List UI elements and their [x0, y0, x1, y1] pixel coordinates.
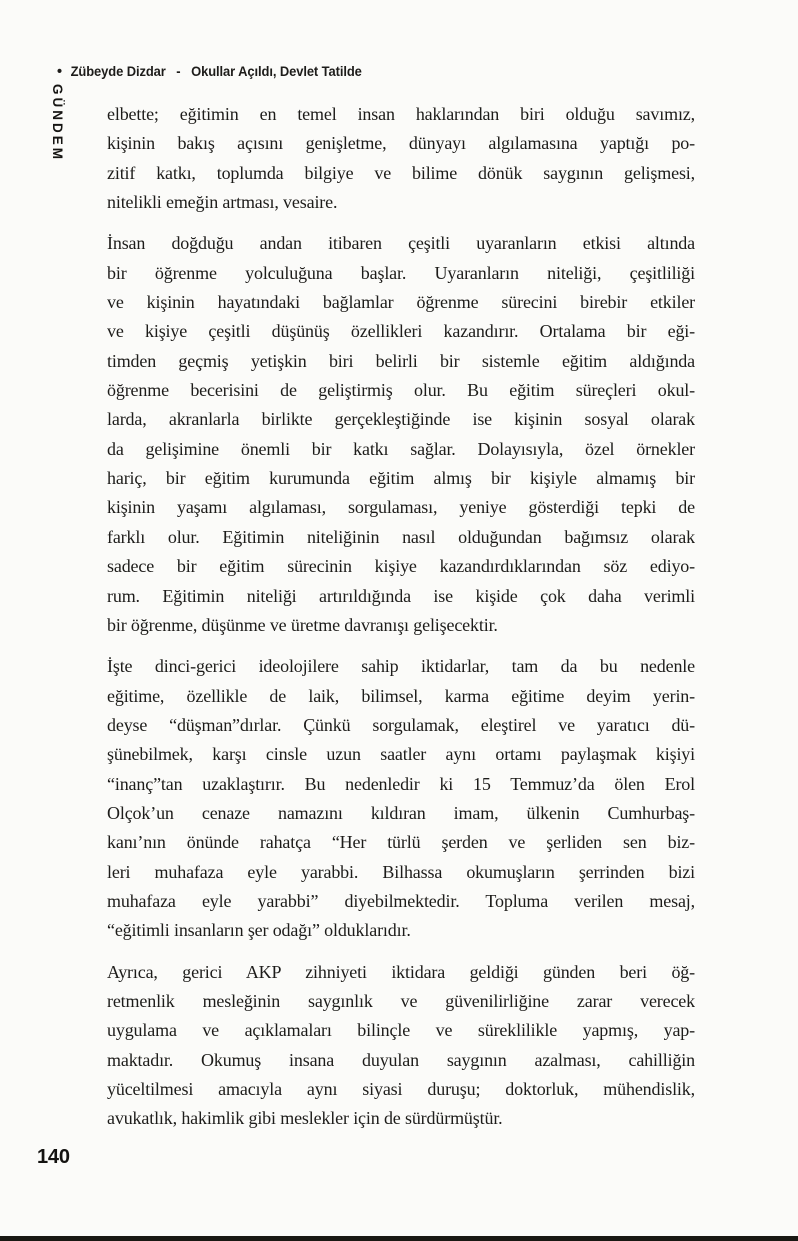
body-paragraphs: [107, 100, 695, 1134]
text-line: ve kişiye çeşitli düşünüş özellikleri kazandırır. Ortalama bir eği-: [107, 321, 695, 342]
text-line: elbette; eğitimin en temel insan haklarından biri olduğu savımız,: [107, 104, 695, 124]
text-line: hariç, bir eğitim kurumunda eğitim almış bir kişiyle almamış bir: [107, 468, 695, 489]
paragraph: [107, 100, 695, 217]
page-bottom-edge: [0, 1236, 798, 1241]
chapter-title: Okullar Açıldı, Devlet Tatilde: [191, 64, 362, 79]
paragraph: [107, 652, 695, 945]
text-line: zitif katkı, toplumda bilgiye ve bilime dönük saygının gelişmesi,: [107, 162, 695, 183]
running-header: [57, 64, 362, 79]
header-separator: -: [176, 64, 181, 79]
text-line: da gelişimine önemli bir katkı sağlar. Dolayısıyla, özel örnekler: [107, 438, 695, 459]
author-name: Zübeyde Dizdar: [70, 64, 166, 79]
text-line: bir öğrenme yolculuğuna başlar. Uyaranların niteliği, çeşitliliği: [107, 262, 695, 283]
text-line: uygulama ve açıklamaları bilinçle ve süreklilikle yapmış, yap-: [107, 1020, 695, 1041]
text-line: eğitime, özellikle de laik, bilimsel, karma eğitime deyim yerin-: [107, 685, 695, 706]
page-number: 140: [37, 1146, 70, 1168]
text-line: avukatlık, hakimlik gibi meslekler için de sürdürmüştür.: [107, 1108, 503, 1129]
text-line: muhafaza eyle yarabbi” diyebilmektedir. Topluma verilen mesaj,: [107, 890, 695, 911]
text-line: larda, akranlarla birlikte gerçekleştiğinde ise kişinin sosyal olarak: [107, 409, 695, 430]
text-line: timden geçmiş yetişkin biri belirli bir sistemle eğitim aldığında: [107, 350, 695, 371]
text-line: İşte dinci-gerici ideolojilere sahip iktidarlar, tam da bu nedenle: [107, 656, 695, 677]
section-label-vertical: GÜNDEM: [50, 84, 65, 162]
paragraph: [107, 958, 695, 1134]
text-line: öğrenme becerisini de geliştirmiş olur. Bu eğitim süreçleri okul-: [107, 380, 695, 401]
text-line: maktadır. Okumuş insana duyulan saygının azalması, cahilliğin: [107, 1049, 695, 1070]
text-line: Olçok’un cenaze namazını kıldıran imam, ülkenin Cumhurbaş-: [107, 802, 695, 823]
text-line: “eğitimli insanların şer odağı” olduklarıdır.: [107, 920, 411, 941]
paragraph: [107, 229, 695, 640]
text-line: şünebilmek, karşı cinsle uzun saatler aynı ortamı paylaşmak kişiyi: [107, 744, 695, 765]
text-line: kişinin yaşamı algılaması, sorgulaması, yeniye gösterdiği tepki de: [107, 497, 695, 518]
text-line: “inanç”tan uzaklaştırır. Bu nedenledir ki 15 Temmuz’da ölen Erol: [107, 773, 695, 794]
text-line: Ayrıca, gerici AKP zihniyeti iktidara geldiği günden beri öğ-: [107, 961, 695, 982]
text-line: nitelikli emeğin artması, vesaire.: [107, 192, 338, 213]
text-line: İnsan doğduğu andan itibaren çeşitli uyaranların etkisi altında: [107, 233, 695, 254]
text-line: bir öğrenme, düşünme ve üretme davranışı gelişecektir.: [107, 614, 498, 635]
text-line: leri muhafaza eyle yarabbi. Bilhassa okumuşların şerrinden bizi: [107, 861, 695, 882]
text-line: sadece bir eğitim sürecinin kişiye kazandırdıklarından söz ediyo-: [107, 556, 695, 577]
text-line: retmenlik mesleğinin saygınlık ve güvenilirliğine zarar verecek: [107, 990, 695, 1011]
text-line: rum. Eğitimin niteliği artırıldığında ise kişide çok daha verimli: [107, 585, 695, 606]
text-line: kanı’nın önünde rahatça “Her türlü şerden ve şerliden sen biz-: [107, 832, 695, 853]
text-line: ve kişinin hayatındaki bağlamlar öğrenme sürecini birebir etkiler: [107, 292, 695, 313]
text-line: kişinin bakış açısını genişletme, dünyayı algılamasına yaptığı po-: [107, 133, 695, 154]
bullet-icon: •: [57, 63, 62, 80]
text-line: deyse “düşman”dırlar. Çünkü sorgulamak, eleştirel ve yaratıcı dü-: [107, 714, 695, 735]
text-line: farklı olur. Eğitimin niteliğinin nasıl olduğundan bağımsız olarak: [107, 526, 695, 547]
text-line: yüceltilmesi amacıyla aynı siyasi duruşu; doktorluk, mühendislik,: [107, 1079, 695, 1099]
